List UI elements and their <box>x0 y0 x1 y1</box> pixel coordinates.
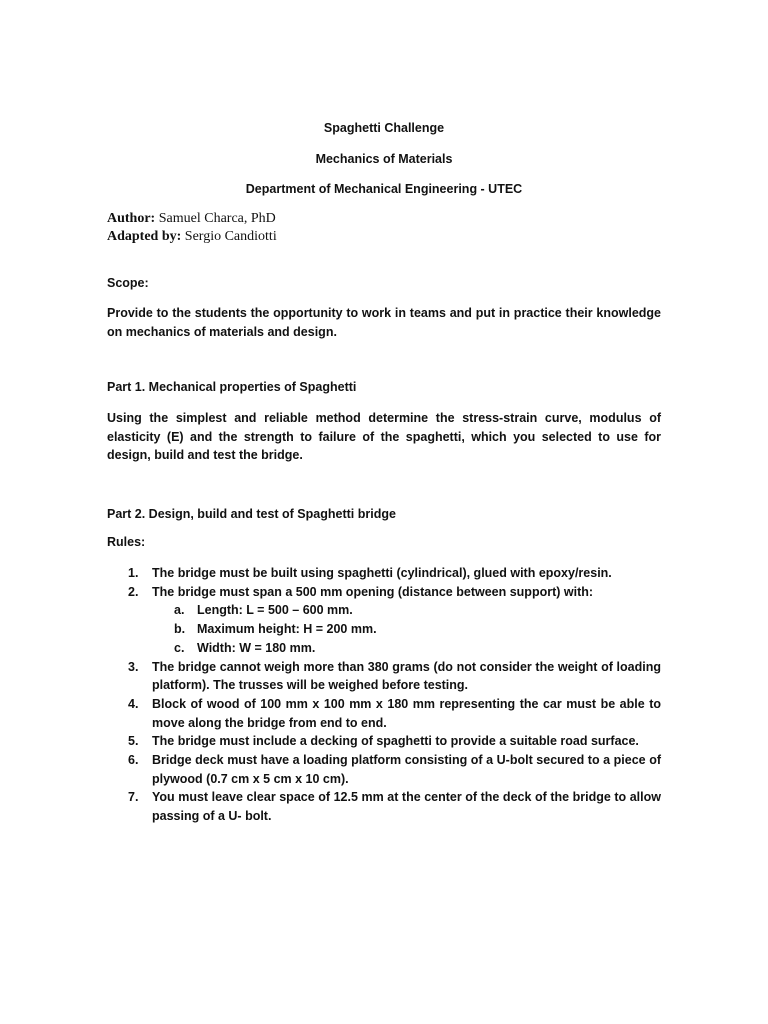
rules-heading: Rules: <box>107 535 146 549</box>
course-name: Mechanics of Materials <box>315 152 453 166</box>
rules-list <box>107 564 661 826</box>
adapted-label: Adapted by: <box>107 229 182 244</box>
list-subitem: b. Maximum height: H = 200 mm. <box>174 622 377 637</box>
list-item: 4. Block of wood of 100 mm x 100 mm x 180 mm representing the car must be able to move along the bridge from end to end. <box>128 696 661 730</box>
part2-heading: Part 2. Design, build and test of Spaghetti bridge <box>107 507 396 521</box>
scope-heading: Scope: <box>107 276 149 290</box>
list-item: 5. The bridge must include a decking of spaghetti to provide a suitable road surface. <box>128 734 639 749</box>
scope-text: Provide to the students the opportunity to work in teams and put in practice their knowledge on mechanics of materials and design. <box>107 306 661 339</box>
list-item: 6. Bridge deck must have a loading platform consisting of a U-bolt secured to a piece of plywood (0.7 cm x 5 cm x 10 cm). <box>128 753 661 786</box>
list-item: 7. You must leave clear space of 12.5 mm at the center of the deck of the bridge to allow passing of a U- bolt. <box>128 790 661 824</box>
adapted-name: Sergio Candiotti <box>184 229 277 244</box>
list-item: 2. The bridge must span a 500 mm opening (distance between support) with: <box>128 584 594 599</box>
list-item: 1. The bridge must be built using spaghetti (cylindrical), glued with epoxy/resin. <box>128 566 612 580</box>
document-title: Spaghetti Challenge <box>323 121 445 135</box>
part1-text: Using the simplest and reliable method determine the stress-strain curve, modulus of elasticity (E) and the strength to failure of the spaghetti, which you selected to use for design, build and test the bridge. <box>107 411 661 462</box>
list-item: 3. The bridge cannot weigh more than 380 grams (do not consider the weight of loading platform). The trusses will be weighed before testing. <box>128 659 661 693</box>
department-name: Department of Mechanical Engineering - UTEC <box>245 182 523 196</box>
author-name: Samuel Charca, PhD <box>158 211 276 226</box>
list-subitem: c. Width: W = 180 mm. <box>174 640 316 655</box>
adapted-line <box>107 229 277 245</box>
list-subitem: a. Length: L = 500 – 600 mm. <box>174 603 353 618</box>
author-label: Author: <box>107 211 156 226</box>
author-line <box>107 211 276 227</box>
part1-heading: Part 1. Mechanical properties of Spaghetti <box>107 380 357 394</box>
